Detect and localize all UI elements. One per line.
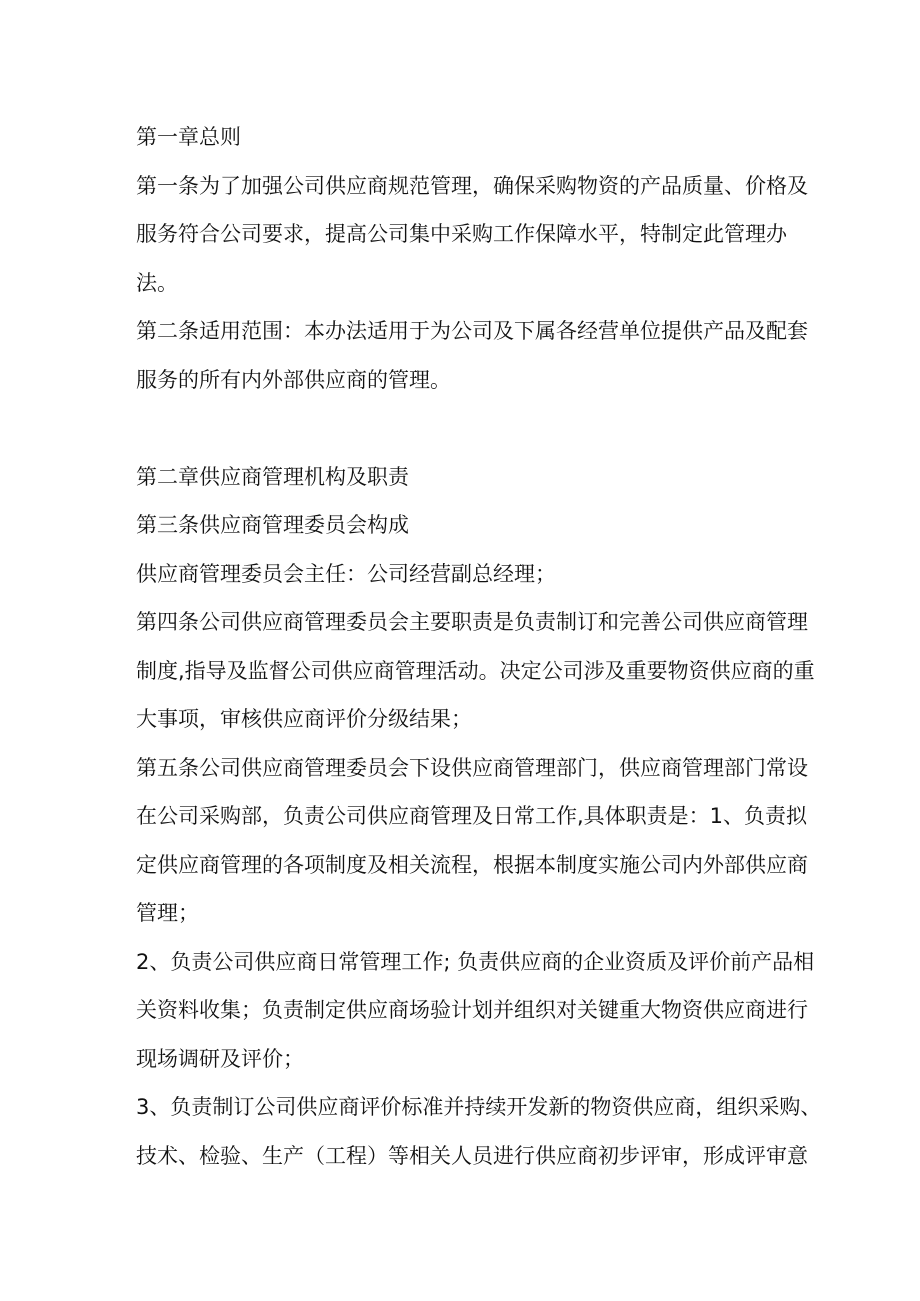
chapter-2-heading: 第二章供应商管理机构及职责 [136, 464, 409, 489]
article-2-line-1: 第二条适用范围：本办法适用于为公司及下属各经营单位提供产品及配套 [136, 319, 808, 343]
article-5-line-2: 在公司采购部，负责公司供应商管理及日常工作,具体职责是：1、负责拟 [136, 804, 808, 828]
article-1-line-3: 法。 [136, 270, 178, 295]
duty-2-line-1: 2、负责公司供应商日常管理工作; 负责供应商的企业资质及评价前产品相 [136, 949, 815, 974]
duty-3-line-1: 3、负责制订公司供应商评价标准并持续开发新的物资供应商，组织采购、 [136, 1095, 822, 1119]
article-1-line-1: 第一条为了加强公司供应商规范管理，确保采购物资的产品质量、价格及 [136, 173, 808, 198]
article-3-line-1: 第三条供应商管理委员会构成 [136, 513, 409, 537]
duty-2-line-2: 关资料收集；负责制定供应商场验计划并组织对关键重大物资供应商进行 [136, 998, 808, 1022]
article-5-line-4: 管理； [136, 901, 199, 925]
paragraph-gap [136, 404, 786, 453]
duty-2-line-3: 现场调研及评价； [136, 1046, 304, 1071]
article-1-line-2: 服务符合公司要求，提高公司集中采购工作保障水平，特制定此管理办 [136, 222, 787, 246]
article-2-line-2: 服务的所有内外部供应商的管理。 [136, 367, 451, 392]
committee-director-line: 供应商管理委员会主任：公司经营副总经理； [136, 561, 556, 586]
chapter-1-heading: 第一章总则 [136, 125, 241, 149]
document-body [136, 113, 822, 1180]
article-4-line-2: 制度,指导及监督公司供应商管理活动。决定公司涉及重要物资供应商的重 [136, 658, 815, 683]
article-4-line-1: 第四条公司供应商管理委员会主要职责是负责制订和完善公司供应商管理 [136, 610, 808, 634]
article-4-line-3: 大事项，审核供应商评价分级结果； [136, 707, 472, 731]
article-5-line-1: 第五条公司供应商管理委员会下设供应商管理部门，供应商管理部门常设 [136, 755, 808, 780]
article-5-line-3: 定供应商管理的各项制度及相关流程，根据本制度实施公司内外部供应商 [136, 852, 808, 877]
duty-3-line-2: 技术、检验、生产（工程）等相关人员进行供应商初步评审，形成评审意 [136, 1143, 808, 1168]
